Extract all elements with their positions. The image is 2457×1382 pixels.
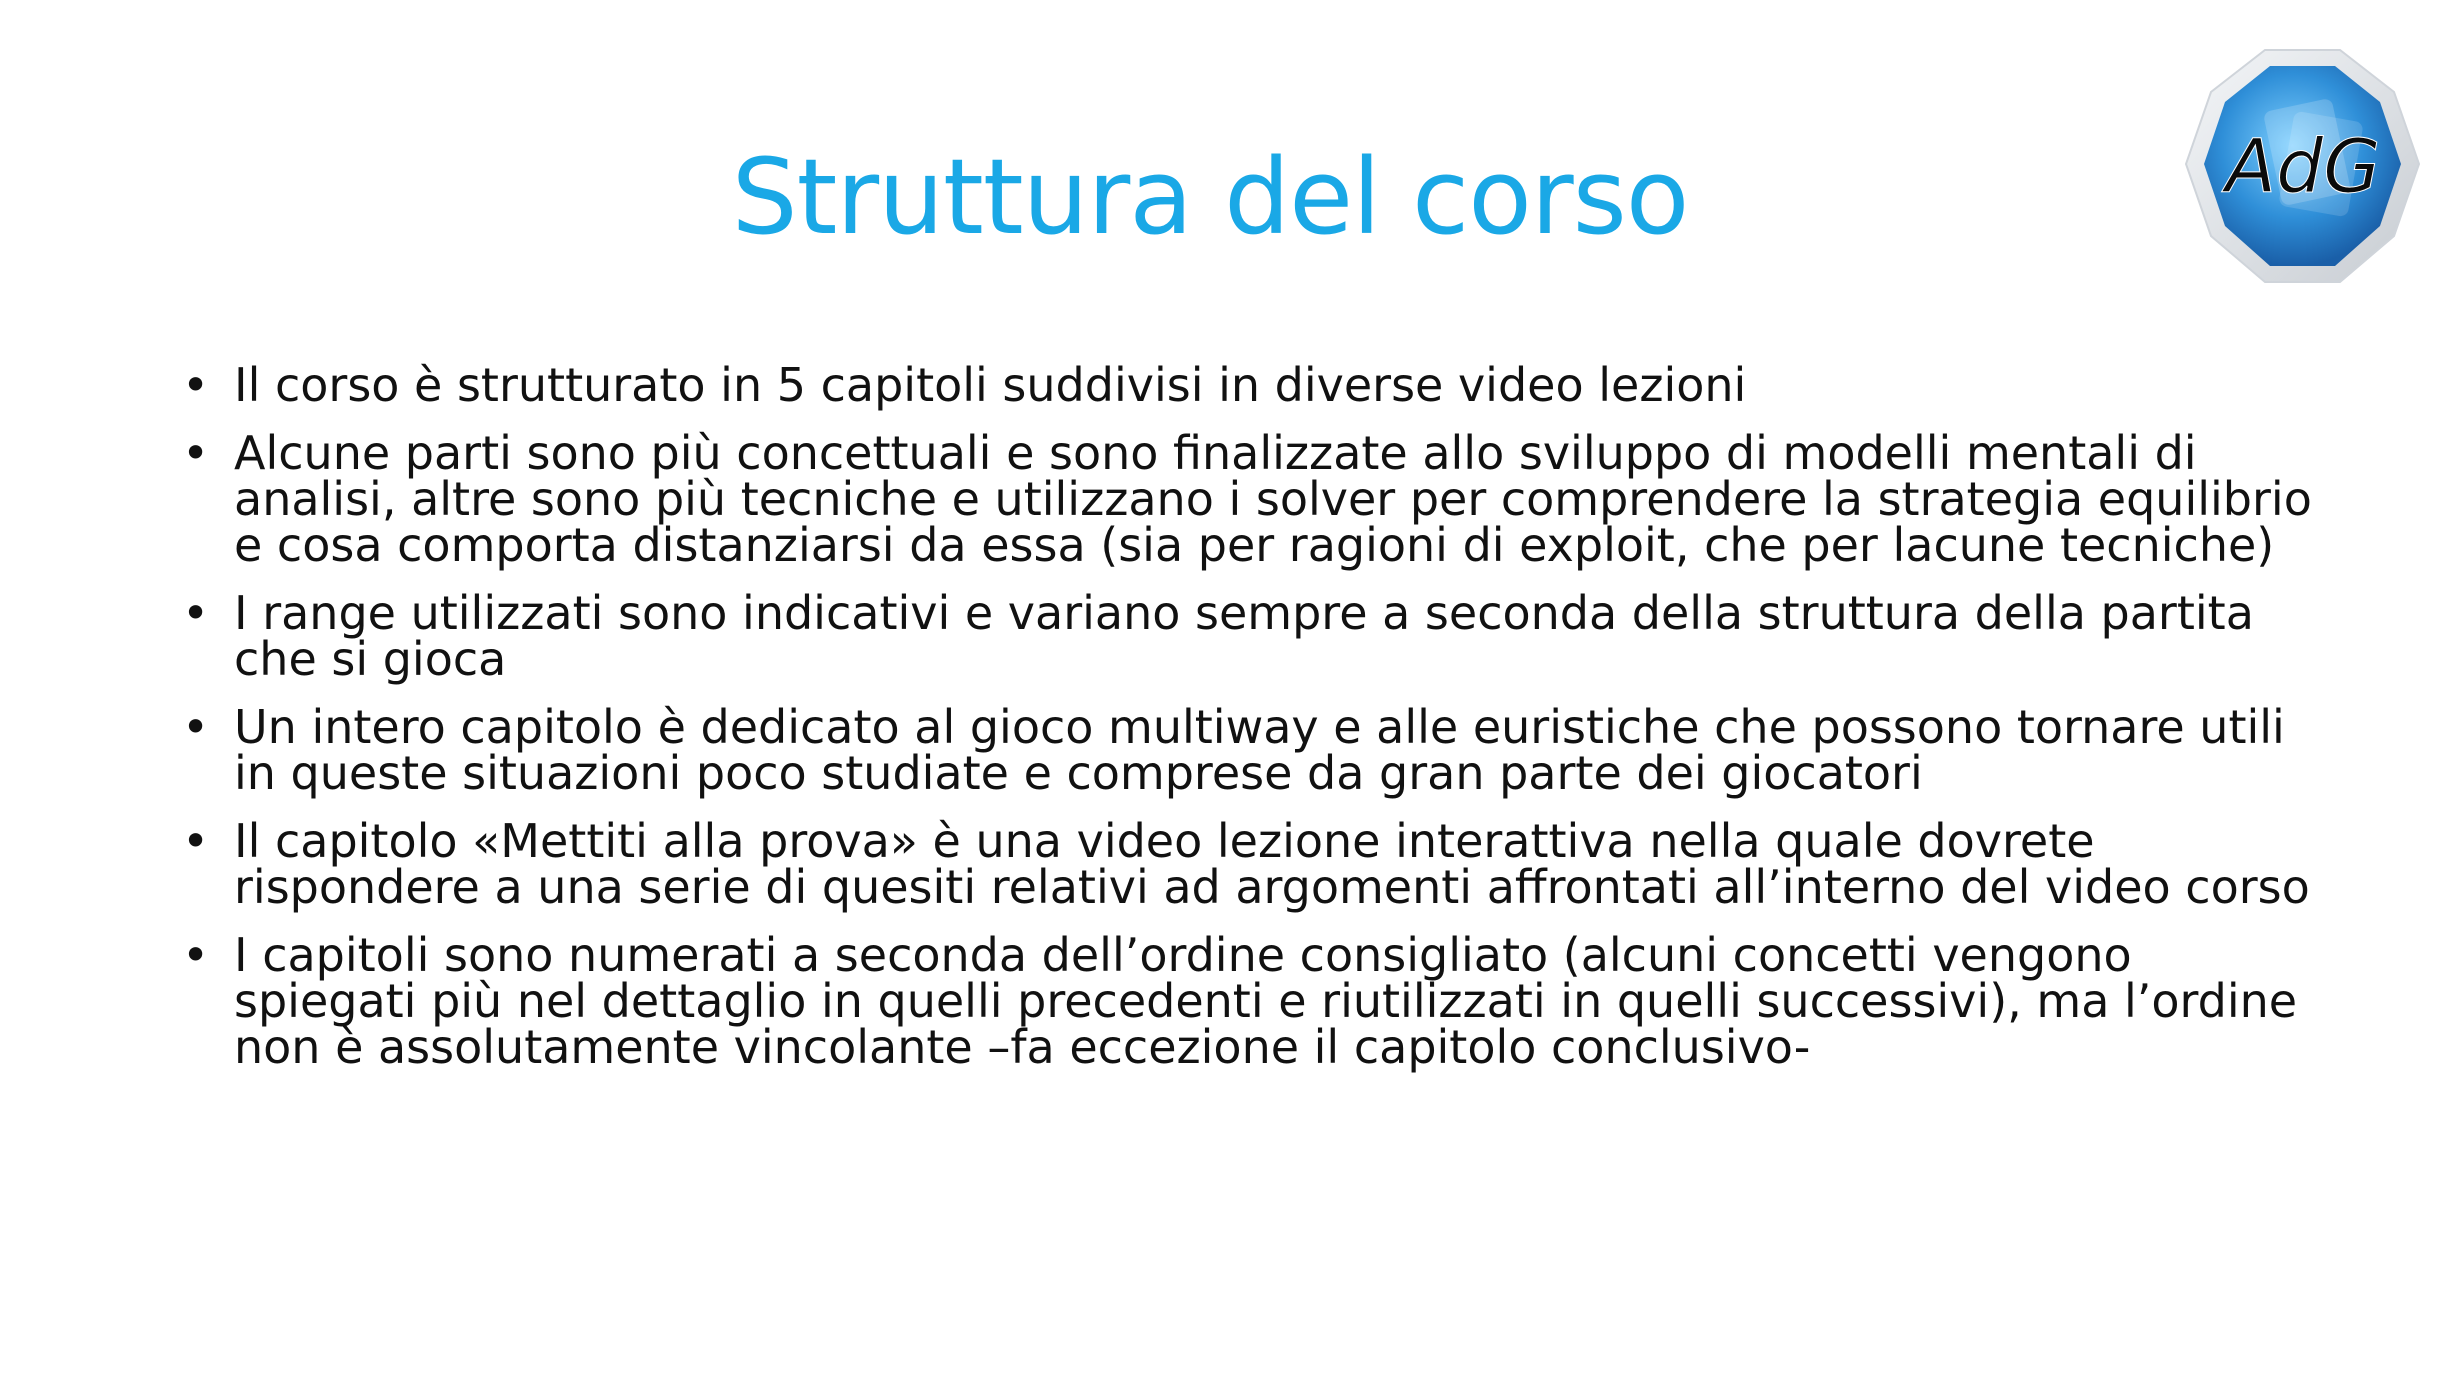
bullet-marker: • xyxy=(182,814,210,868)
bullet-item xyxy=(178,814,2328,914)
bullet-item xyxy=(178,426,2328,572)
bullet-marker: • xyxy=(182,700,210,754)
adg-logo-emblem xyxy=(2180,44,2425,289)
bullet-text: Il corso è strutturato in 5 capitoli suddivisi in diverse video lezioni xyxy=(234,358,1747,412)
bullet-text: Il capitolo «Mettiti alla prova» è una video lezione interattiva nella quale dovrete rispondere a una serie di quesiti relativi ad argomenti affrontati all’interno del video corso xyxy=(234,814,2310,914)
bullet-text: I capitoli sono numerati a seconda dell’ordine consigliato (alcuni concetti vengono spiegati più nel dettaglio in quelli precedenti e riutilizzati in quelli successivi), ma l’ordine non è assolutamente vincolante –fa eccezione il capitolo conclusivo- xyxy=(234,928,2298,1074)
bullet-item xyxy=(178,928,2328,1074)
bullet-marker: • xyxy=(182,358,210,412)
bullet-text: Un intero capitolo è dedicato al gioco multiway e alle euristiche che possono tornare utili in queste situazioni poco studiate e comprese da gran parte dei giocatori xyxy=(234,700,2285,800)
bullet-item xyxy=(178,358,2328,412)
bullet-item xyxy=(178,700,2328,800)
bullet-text: I range utilizzati sono indicativi e variano sempre a seconda della struttura della partita che si gioca xyxy=(234,586,2254,686)
bullet-marker: • xyxy=(182,586,210,640)
bullet-text: Alcune parti sono più concettuali e sono finalizzate allo sviluppo di modelli mentali di analisi, altre sono più tecniche e utilizzano i solver per comprendere la strategia equilibrio e cosa comporta distanziarsi da essa (sia per ragioni di exploit, che per lacune tecniche) xyxy=(234,426,2312,572)
slide-title: Struttura del corso xyxy=(731,136,1689,258)
adg-logo xyxy=(2180,44,2425,289)
bullet-item xyxy=(178,586,2328,686)
bullet-list xyxy=(178,358,2328,1092)
bullet-marker: • xyxy=(182,928,210,982)
bullet-marker: • xyxy=(182,426,210,480)
logo-text: AdG xyxy=(2225,124,2381,210)
